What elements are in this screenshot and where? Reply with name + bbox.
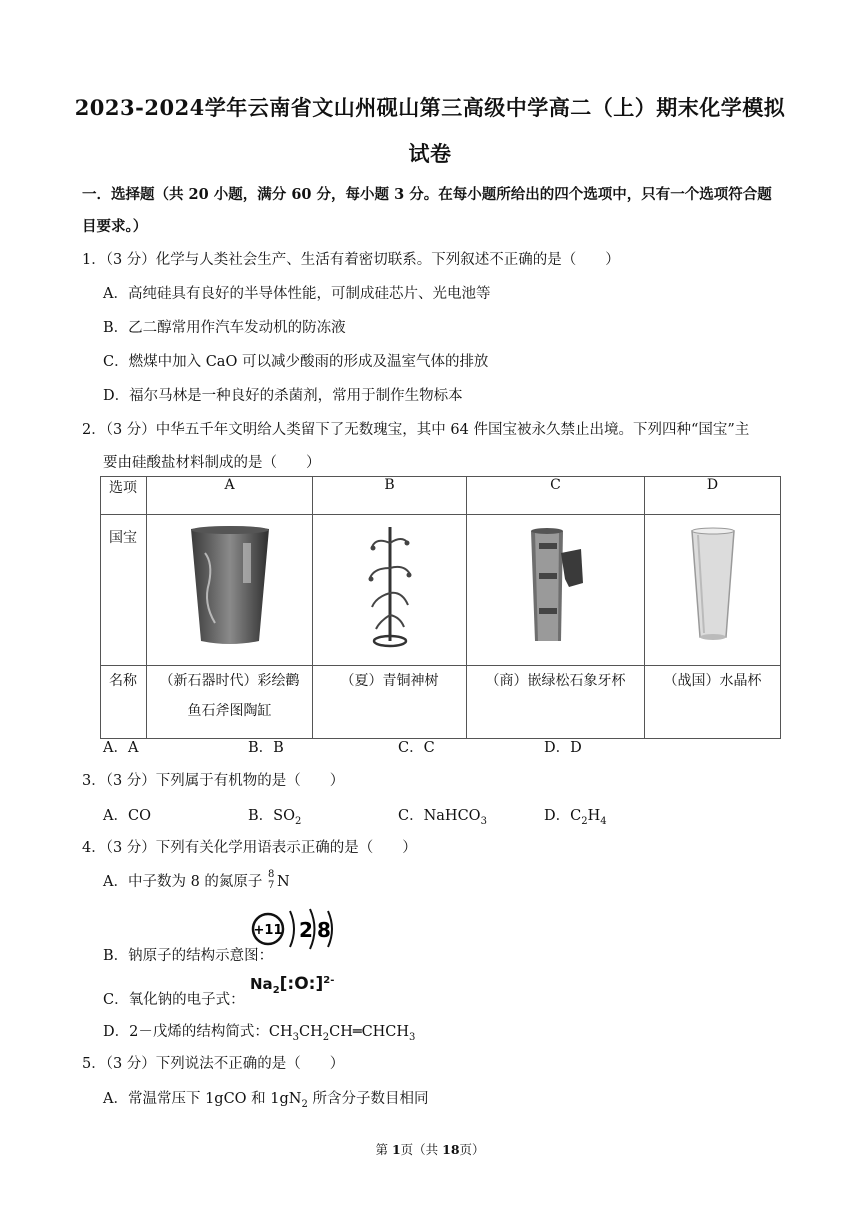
q3-option-b: B．$SO_2$ (248, 808, 302, 827)
q4-option-b: B．钠原子的结构示意图： (103, 948, 274, 964)
q3-option-d: D．$C_2H_4$ (544, 808, 607, 827)
nitrogen-isotope-notation: 8 7 (268, 869, 275, 891)
sodium-oxide-electron-formula: $Na_2[:O:]^{2-}$ (250, 974, 335, 996)
q4-option-a: A．中子数为 8 的氮原子 8 7 N (103, 869, 290, 891)
national-treasure-table (100, 476, 781, 739)
q2-stem-line1: 2．（3 分）中华五千年文明给人类留下了无数瑰宝，其中 64 件国宝被永久禁止出境。下列四种“国宝”主 (82, 422, 750, 438)
shell2-electron-count: 8 (317, 918, 331, 942)
q2-option-c: C．C (398, 740, 435, 756)
table-header-a: A (147, 477, 313, 515)
nucleus-charge-label: +11 (253, 923, 283, 938)
q4-option-d: D．2－戊烯的结构简式：$CH_3CH_2CH═CHCH_3$ (103, 1024, 416, 1043)
q1-stem: 1．（3 分）化学与人类社会生产、生活有着密切联系。下列叙述不正确的是（ ） (82, 252, 620, 268)
current-page-number: 1 (391, 1142, 401, 1157)
q2-stem-line2: 要由硅酸盐材料制成的是（ ） (103, 455, 321, 471)
name-a-line1: （新石器时代）彩绘鹳 (159, 673, 300, 689)
name-cell-d: （战国）水晶杯 (645, 666, 781, 739)
q4-option-c: C．氧化钠的电子式： (103, 992, 245, 1008)
table-header-c: C (467, 477, 645, 515)
table-header-d: D (645, 477, 781, 515)
table-header-b: B (313, 477, 467, 515)
name-cell-c: （商）嵌绿松石象牙杯 (467, 666, 645, 739)
sodium-atom-structure-diagram (248, 905, 348, 955)
table-header-option: 选项 (101, 477, 147, 515)
name-cell-b: （夏）青铜神树 (313, 666, 467, 739)
q3-option-c: C．NaHCO$_3$ (398, 808, 487, 827)
name-a-line2: 鱼石斧图陶缸 (187, 703, 272, 719)
ivory-cup-image (467, 515, 645, 666)
section-heading-line2: 目要求。） (82, 218, 148, 235)
q1-option-d: D．福尔马林是一种良好的杀菌剂，常用于制作生物标本 (103, 388, 463, 404)
shell1-electron-count: 2 (299, 918, 313, 942)
bronze-tree-image (313, 515, 467, 666)
total-page-count: 18 (442, 1142, 460, 1157)
q2-option-b: B．B (248, 740, 284, 756)
q2-option-a: A．A (103, 740, 139, 756)
q1-option-c: C．燃煤中加入 CaO 可以减少酸雨的形成及温室气体的排放 (103, 354, 489, 370)
q5-stem: 5．（3 分）下列说法不正确的是（ ） (82, 1056, 345, 1072)
q1-option-b: B．乙二醇常用作汽车发动机的防冻液 (103, 320, 346, 336)
q4-stem: 4．（3 分）下列有关化学用语表示正确的是（ ） (82, 840, 417, 856)
name-cell-a (147, 666, 313, 739)
table-row-label-treasure: 国宝 (101, 515, 147, 666)
q2-option-d: D．D (544, 740, 582, 756)
crystal-cup-image (645, 515, 781, 666)
q3-option-a: A．CO (103, 808, 151, 824)
exam-title-line1: 2023-2024学年云南省文山州砚山第三高级中学高二（上）期末化学模拟 (74, 95, 786, 120)
pottery-jar-image (147, 515, 313, 666)
q5-option-a: A．常温常压下 1gCO 和 $1gN_2$ 所含分子数目相同 (103, 1091, 429, 1110)
q3-stem: 3．（3 分）下列属于有机物的是（ ） (82, 773, 345, 789)
page-footer: 第 1页（共 18页） (375, 1142, 485, 1157)
section-heading-line1: 一．选择题（共 20 小题，满分 60 分，每小题 3 分。在每小题所给出的四个选项中，只有一个选项符合题 (82, 186, 772, 203)
q1-option-a: A．高纯硅具有良好的半导体性能，可制成硅芯片、光电池等 (103, 286, 491, 302)
table-row-label-name: 名称 (101, 666, 147, 739)
exam-title-line2: 试卷 (408, 141, 452, 166)
